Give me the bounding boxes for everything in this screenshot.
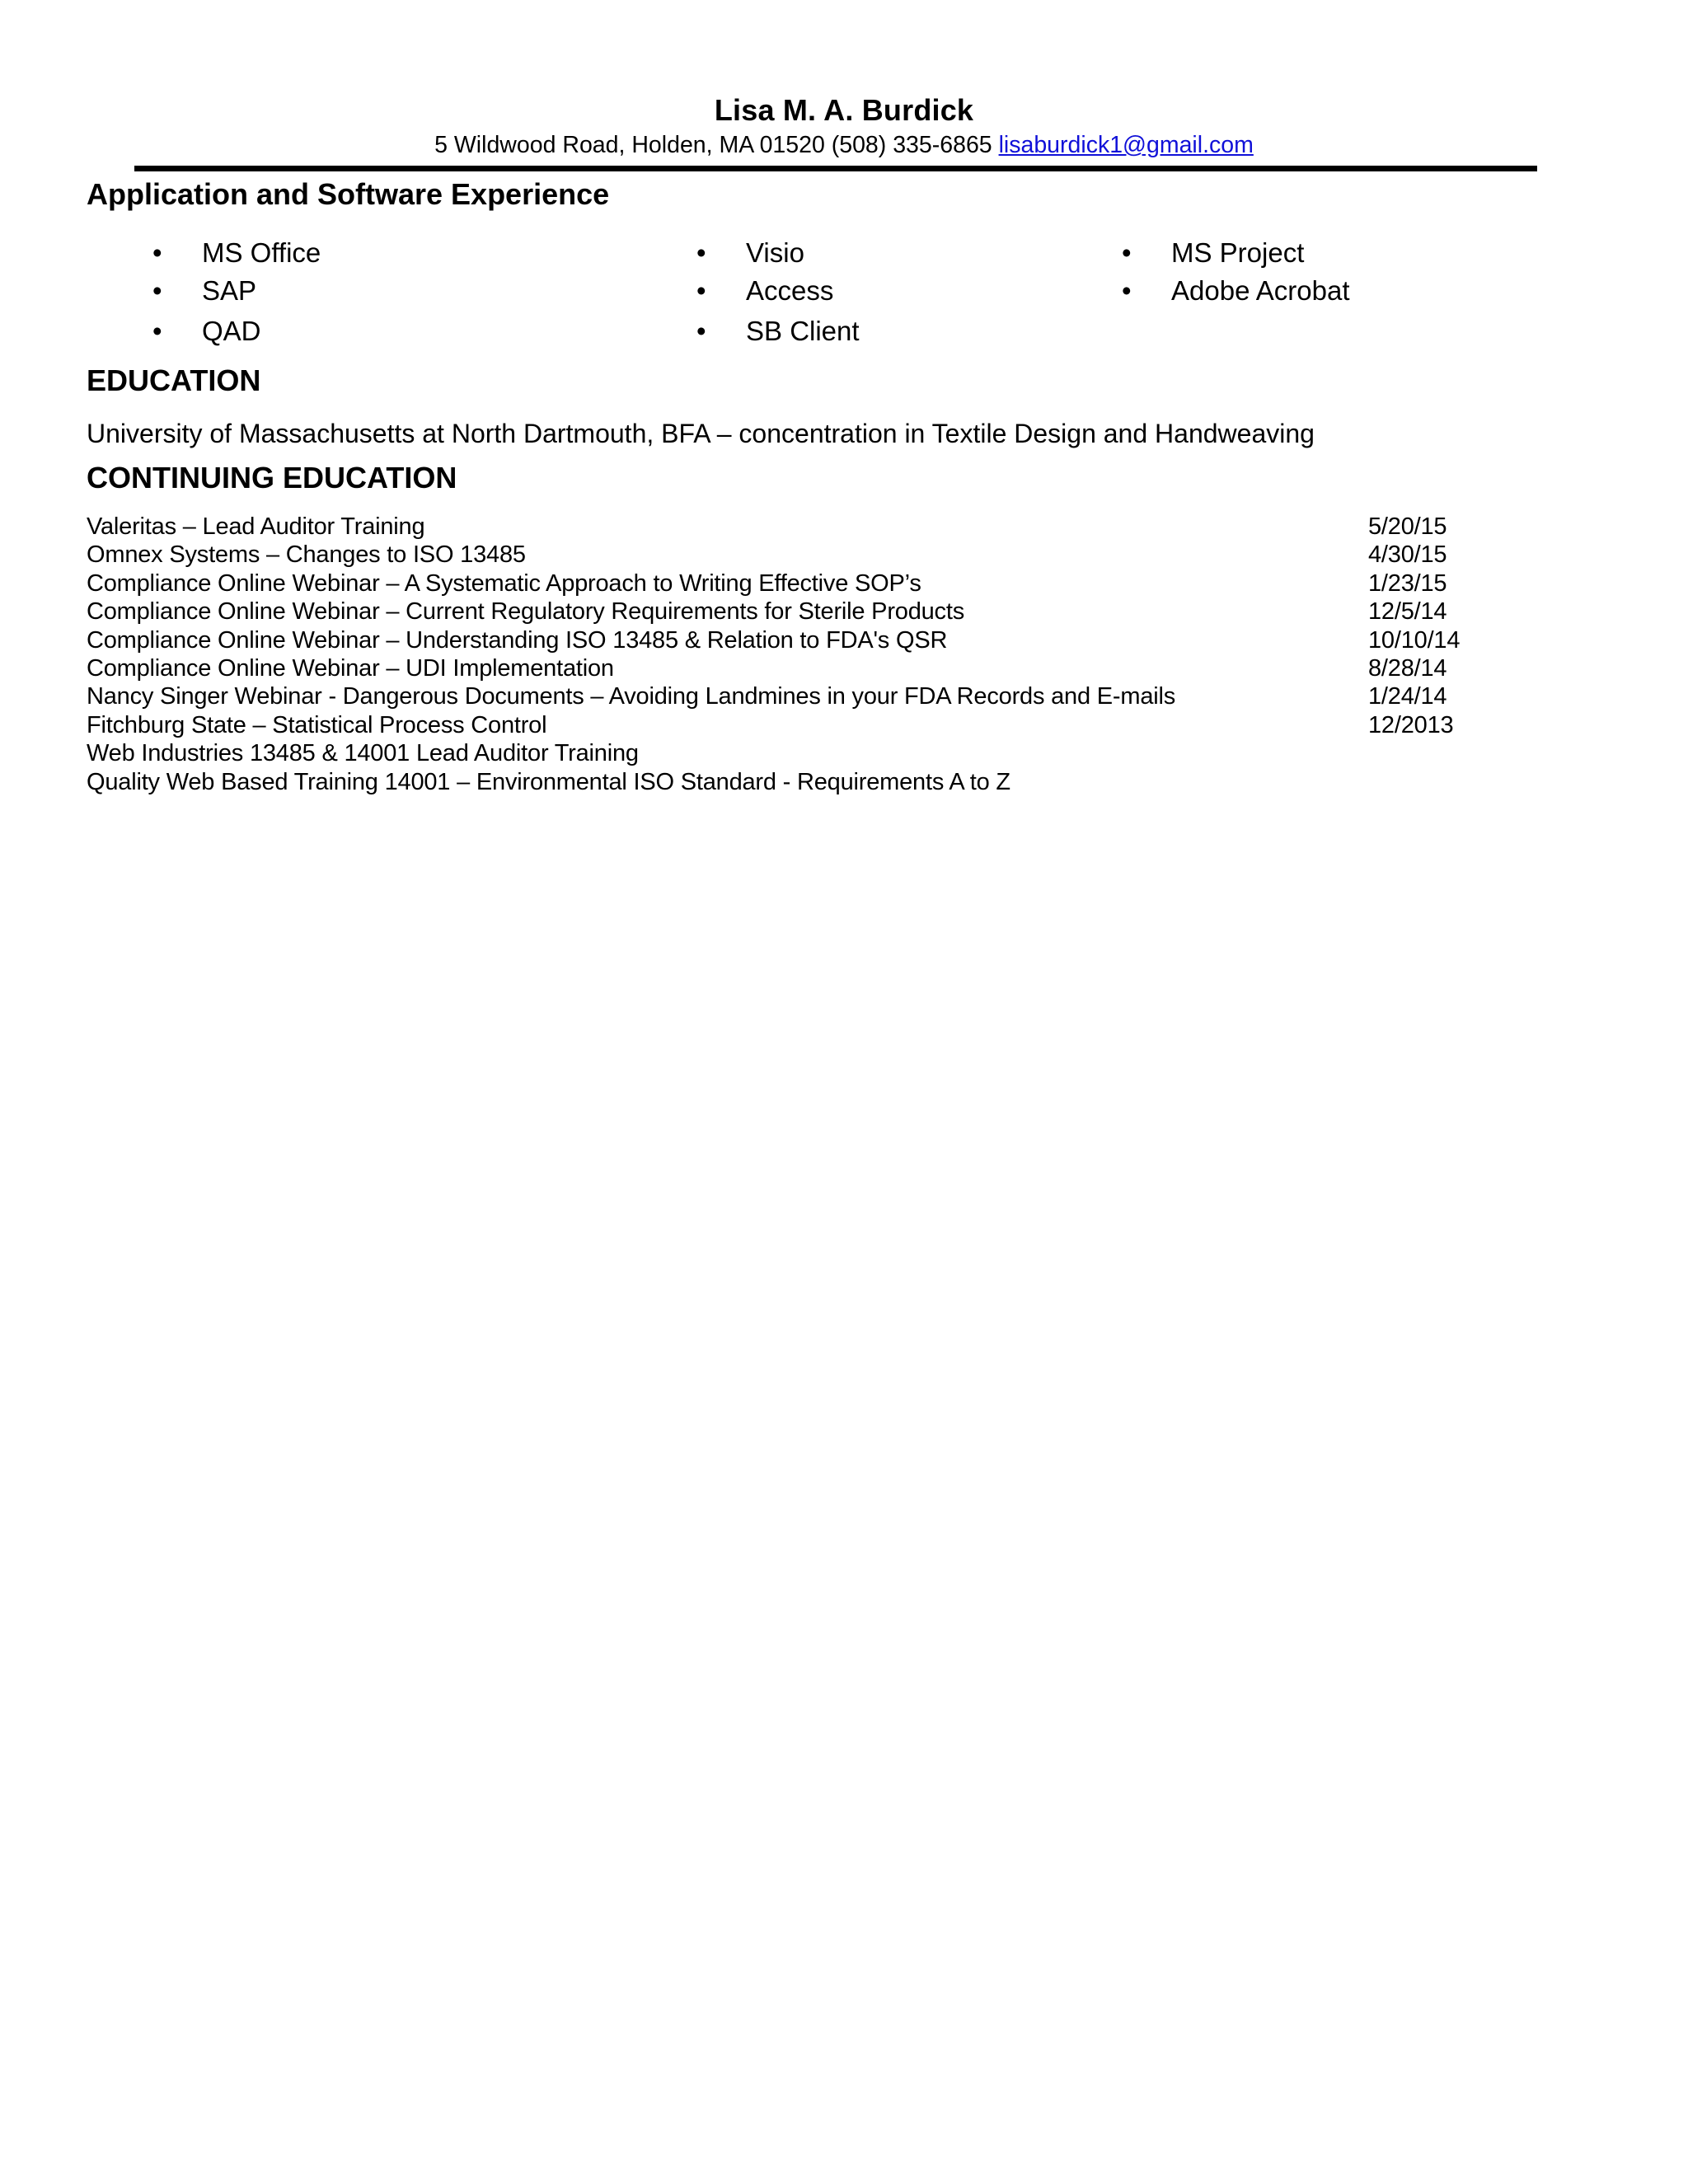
bullet-icon: •	[152, 275, 162, 306]
course-row	[87, 626, 1488, 654]
software-item-label: SAP	[202, 275, 257, 306]
header-divider	[134, 166, 1537, 171]
course-date: 8/28/14	[1368, 654, 1447, 682]
software-item-label: Access	[746, 275, 834, 306]
course-date: 10/10/14	[1368, 626, 1461, 654]
bullet-icon: •	[696, 316, 706, 346]
course-date: 12/2013	[1368, 711, 1454, 738]
contact-address: 5 Wildwood Road, Holden, MA 01520 (508) 335-6865	[434, 132, 992, 158]
course-date: 1/23/15	[1368, 569, 1447, 597]
education-heading: EDUCATION	[87, 363, 261, 397]
course-row	[87, 654, 1488, 682]
candidate-name: Lisa M. A. Burdick	[714, 93, 974, 127]
software-item-label: QAD	[202, 316, 261, 346]
course-title: Nancy Singer Webinar - Dangerous Documents – Avoiding Landmines in your FDA Records and E-mails	[87, 683, 1176, 710]
software-item-label: Adobe Acrobat	[1171, 275, 1350, 306]
course-title: Quality Web Based Training 14001 – Environmental ISO Standard - Requirements A to Z	[87, 768, 1010, 795]
course-row	[87, 682, 1488, 710]
course-title: Fitchburg State – Statistical Process Control	[87, 711, 547, 738]
course-row	[87, 598, 1488, 626]
course-row	[87, 569, 1488, 598]
course-list	[87, 513, 1488, 796]
course-row	[87, 711, 1488, 739]
continuing-education-heading: CONTINUING EDUCATION	[87, 461, 457, 494]
software-item-label: MS Project	[1171, 237, 1305, 268]
course-title: Valeritas – Lead Auditor Training	[87, 513, 425, 540]
course-title: Compliance Online Webinar – UDI Implementation	[87, 654, 614, 682]
course-title: Compliance Online Webinar – A Systematic Approach to Writing Effective SOP’s	[87, 569, 921, 597]
software-heading: Application and Software Experience	[87, 177, 610, 211]
contact-line	[0, 130, 1688, 160]
email-link[interactable]: lisaburdick1@gmail.com	[998, 132, 1254, 158]
course-row	[87, 739, 1488, 767]
bullet-icon: •	[152, 316, 162, 346]
software-item-label: Visio	[746, 237, 804, 268]
course-date: 4/30/15	[1368, 541, 1447, 569]
bullet-icon: •	[696, 275, 706, 306]
bullet-icon: •	[1122, 275, 1132, 306]
bullet-icon: •	[152, 237, 162, 268]
course-row	[87, 768, 1488, 796]
course-title: Omnex Systems – Changes to ISO 13485	[87, 541, 526, 569]
course-row	[87, 513, 1488, 541]
course-date: 12/5/14	[1368, 598, 1447, 626]
course-row	[87, 541, 1488, 569]
course-title: Compliance Online Webinar – Current Regulatory Requirements for Sterile Products	[87, 598, 965, 626]
software-item-label: MS Office	[202, 237, 321, 268]
bullet-icon: •	[1122, 237, 1132, 268]
course-title: Compliance Online Webinar – Understanding ISO 13485 & Relation to FDA's QSR	[87, 626, 948, 654]
software-item-label: SB Client	[746, 316, 860, 346]
course-date: 1/24/14	[1368, 683, 1447, 710]
bullet-icon: •	[696, 237, 706, 268]
education-entry: University of Massachusetts at North Dartmouth, BFA – concentration in Textile Design and Handweaving	[87, 419, 1315, 448]
course-date: 5/20/15	[1368, 513, 1447, 540]
course-title: Web Industries 13485 & 14001 Lead Auditor Training	[87, 740, 639, 767]
